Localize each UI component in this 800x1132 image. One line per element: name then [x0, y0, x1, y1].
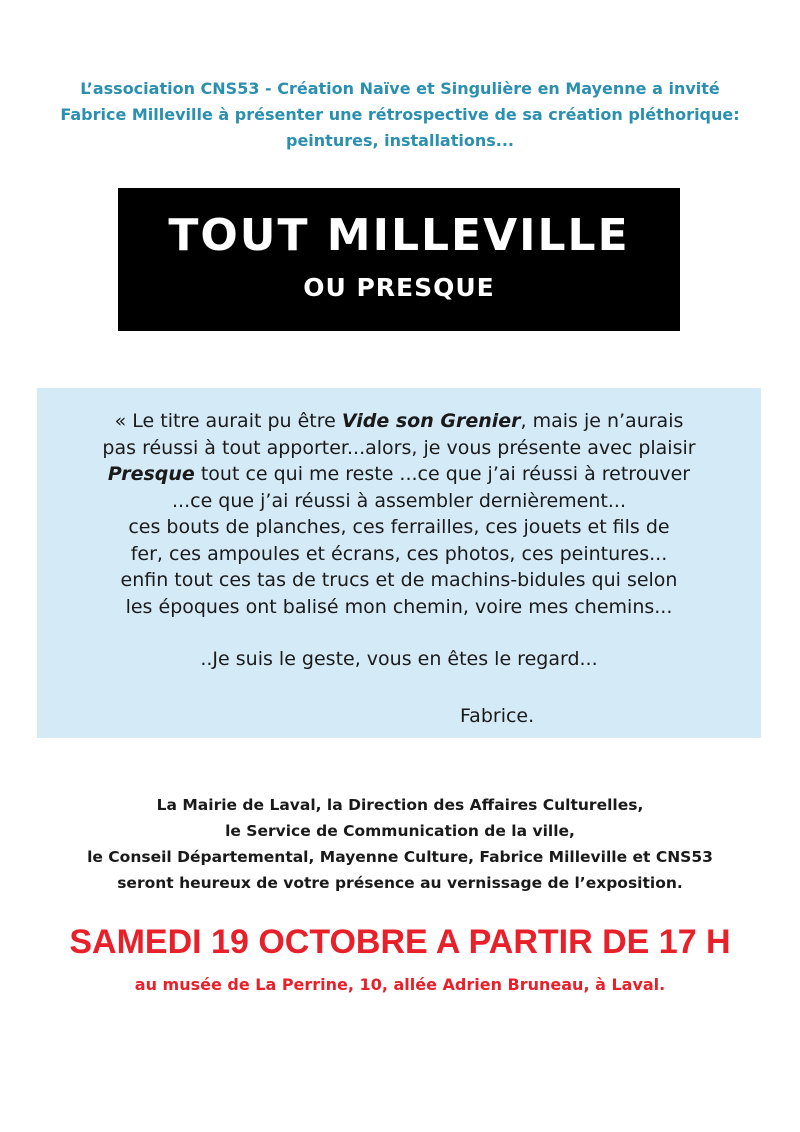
quote-text	[37, 408, 761, 673]
invitation-line: seront heureux de votre présence au vernissage de l’exposition.	[117, 874, 683, 892]
quote-line: les époques ont balisé mon chemin, voire mes chemins...	[125, 595, 673, 618]
quote-spacer	[37, 620, 761, 646]
invitation-line: La Mairie de Laval, la Direction des Affaires Culturelles,	[156, 796, 644, 814]
quote-signature: Fabrice.	[460, 705, 535, 727]
intro-line: peintures, installations...	[285, 131, 514, 150]
quote-line: ces bouts de planches, ces ferrailles, ces jouets et fils de	[128, 516, 670, 538]
quote-line	[37, 408, 761, 435]
quote-line: pas réussi à tout apporter...alors, je vous présente avec plaisir	[102, 436, 696, 459]
page-subtitle: OU PRESQUE	[303, 273, 495, 302]
invitation-text	[0, 792, 800, 896]
invitation-line: le Conseil Départemental, Mayenne Culture, Fabrice Milleville et CNS53	[87, 848, 713, 866]
event-venue: au musée de La Perrine, 10, allée Adrien Bruneau, à Laval.	[134, 975, 666, 994]
intro-line: L’association CNS53 - Création Naïve et Singulière en Mayenne a invité	[80, 79, 720, 98]
quote-line: ..Je suis le geste, vous en êtes le regard...	[200, 648, 598, 670]
quote-box	[37, 388, 761, 738]
intro-line: Fabrice Milleville à présenter une rétrospective de sa création pléthorique:	[60, 105, 740, 124]
quote-segment: tout ce qui me reste ...ce que j’ai réussi à retrouver	[194, 463, 691, 485]
event-date: SAMEDI 19 OCTOBRE A PARTIR DE 17 H	[69, 923, 731, 961]
page-title: TOUT MILLEVILLE	[168, 210, 630, 261]
intro-text	[0, 76, 800, 154]
invitation-line: le Service de Communication de la ville,	[225, 822, 575, 840]
title-banner	[118, 188, 680, 331]
quote-segment: « Le titre aurait pu être	[114, 410, 342, 432]
quote-emphasis: Presque	[107, 463, 195, 485]
quote-line	[37, 461, 761, 488]
quote-line: enfin tout ces tas de trucs et de machins-bidules qui selon	[120, 569, 678, 591]
quote-emphasis: Vide son Grenier	[341, 410, 521, 432]
quote-line: fer, ces ampoules et écrans, ces photos, ces peintures...	[130, 542, 668, 565]
quote-line: ...ce que j’ai réussi à assembler dernièrement...	[172, 489, 626, 512]
quote-segment: , mais je n’aurais	[520, 410, 684, 432]
